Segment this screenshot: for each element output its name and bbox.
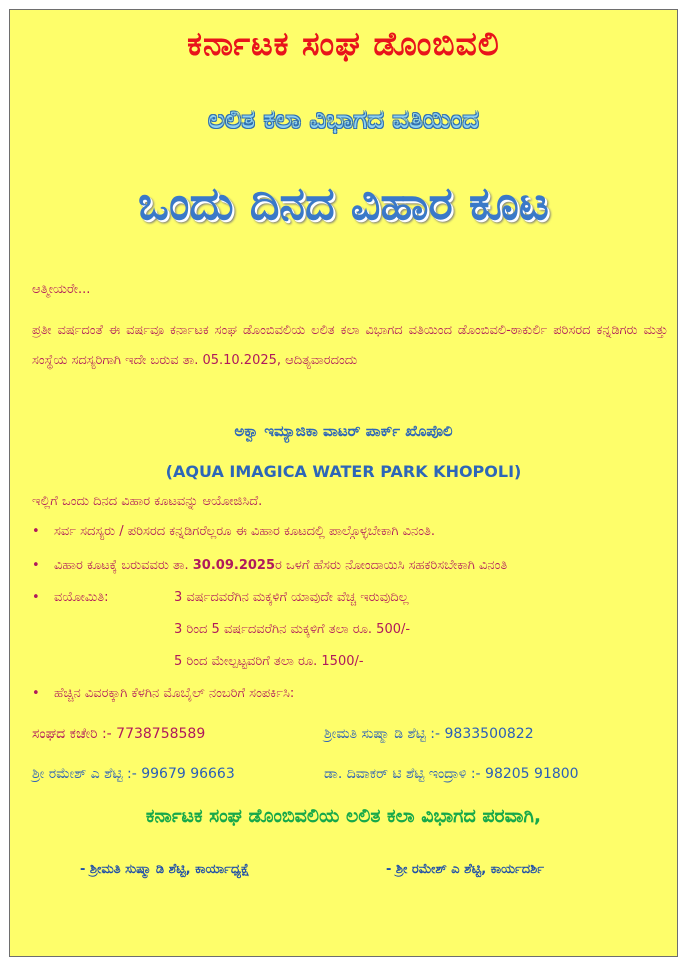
poster: [9, 9, 678, 957]
greeting: ಆತ್ಮೀಯರೇ...: [32, 282, 91, 297]
age-line-adult-fee: 5 ರಿಂದ ಮೇಲ್ಪಟ್ಟವರಿಗೆ ತಲಾ ರೂ. 1500/-: [174, 654, 364, 669]
contact-note-text: ಹೆಚ್ಚಿನ ವಿವರಕ್ಕಾಗಿ ಕೆಳಗಿನ ಮೊಬೈಲ್ ನಂಬರಿಗೆ ಸಂಪರ್ಕಿಸಿ:: [54, 686, 295, 701]
secretary-signature: - ಶ್ರೀ ರಮೇಶ್ ಎ ಶೆಟ್ಟಿ, ಕಾರ್ಯದರ್ಶಿ: [386, 862, 545, 877]
venue-english: (AQUA IMAGICA WATER PARK KHOPOLI): [165, 462, 522, 481]
office-phone: ಸಂಘದ ಕಚೇರಿ :- 7738758589: [32, 726, 206, 742]
event-title: ಒಂದು ದಿನದ ವಿಹಾರ ಕೂಟ: [138, 176, 549, 230]
chairperson-signature: - ಶ್ರೀಮತಿ ಸುಷ್ಮಾ ಡಿ ಶೆಟ್ಟಿ, ಕಾರ್ಯಾಧ್ಯಕ್ಷೆ: [80, 862, 250, 877]
registration-text-after: ರ ಒಳಗೆ ಹೆಸರು ನೋಂದಾಯಿಸಿ ಸಹಕರಿಸಬೇಕಾಗಿ ವಿನಂತಿ: [275, 558, 508, 573]
registration-deadline: 30.09.2025: [192, 558, 276, 573]
on-behalf-line: ಕರ್ನಾಟಕ ಸಂಘ ಡೊಂಬಿವಲಿಯ ಲಲಿತ ಕಲಾ ವಿಭಾಗದ ಪರವಾಗಿ,: [145, 805, 542, 827]
age-limit-label: ವಯೋಮಿತಿ:: [54, 590, 109, 605]
sushma-phone: ಶ್ರೀಮತಿ ಸುಷ್ಮಾ ಡಿ ಶೆಟ್ಟಿ :- 9833500822: [324, 726, 534, 742]
bullet-icon: •: [32, 558, 40, 573]
department-subtitle: ಲಲಿತ ಕಲಾ ವಿಭಾಗದ ವತಿಯಿಂದ: [208, 105, 479, 135]
diwakar-phone: ಡಾ. ದಿವಾಕರ್ ಟಿ ಶೆಟ್ಟಿ ಇಂದ್ರಾಳಿ :- 98205 91800: [324, 766, 579, 782]
age-line-child-fee: 3 ರಿಂದ 5 ವರ್ಷದವರೆಗಿನ ಮಕ್ಕಳಿಗೆ ತಲಾ ರೂ. 500/-: [174, 622, 411, 637]
organization-title: ಕರ್ನಾಟಕ ಸಂಘ ಡೊಂಬಿವಲಿ: [187, 24, 500, 63]
ramesh-phone: ಶ್ರೀ ರಮೇಶ್ ಎ ಶೆಟ್ಟಿ :- 99679 96663: [32, 766, 235, 782]
registration-text: [54, 558, 507, 573]
venue-kannada: ಅಕ್ವಾ ಇಮ್ಯಾಜಿಕಾ ವಾಟರ್ ಪಾರ್ಕ್ ಖೊಪೊಲಿ: [234, 422, 453, 440]
invite-text: ಸರ್ವ ಸದಸ್ಯರು / ಪರಿಸರದ ಕನ್ನಡಿಗರೆಲ್ಲರೂ ಈ ವಿಹಾರ ಕೂಟದಲ್ಲಿ ಪಾಲ್ಗೊಳ್ಳಬೇಕಾಗಿ ವಿನಂತಿ.: [54, 524, 435, 539]
bullet-icon: •: [32, 590, 40, 605]
age-line-free: 3 ವರ್ಷದವರೆಗಿನ ಮಕ್ಕಳಿಗೆ ಯಾವುದೇ ವೆಚ್ಚ ಇರುವುದಿಲ್ಲ: [174, 590, 409, 605]
bullet-icon: •: [32, 524, 40, 539]
organised-line: ಇಲ್ಲಿಗೆ ಒಂದು ದಿನದ ವಿಹಾರ ಕೂಟವನ್ನು ಆಯೋಜಿಸಿದೆ.: [32, 494, 263, 509]
registration-text-before: ವಿಹಾರ ಕೂಟಕ್ಕೆ ಬರುವವರು ತಾ.: [54, 558, 193, 573]
intro-paragraph: ಪ್ರತೀ ವರ್ಷದಂತೆ ಈ ವರ್ಷವೂ ಕರ್ನಾಟಕ ಸಂಘ ಡೊಂಬಿವಲಿಯ ಲಲಿತ ಕಲಾ ವಿಭಾಗದ ವತಿಯಿಂದ ಡೊಂಬಿವಲಿ-ಠಾಕುರ್ಲಿ ಪರಿಸರದ ಕನ್ನಡಿಗರು ಮತ್ತು ಸಂಸ್ಥೆಯ ಸದಸ್ಯರಿಗಾಗಿ ಇದೇ ಬರುವ ತಾ. 05.10.2025, ಆದಿತ್ಯವಾರದಂದು: [32, 323, 668, 368]
bullet-icon: •: [32, 686, 40, 701]
